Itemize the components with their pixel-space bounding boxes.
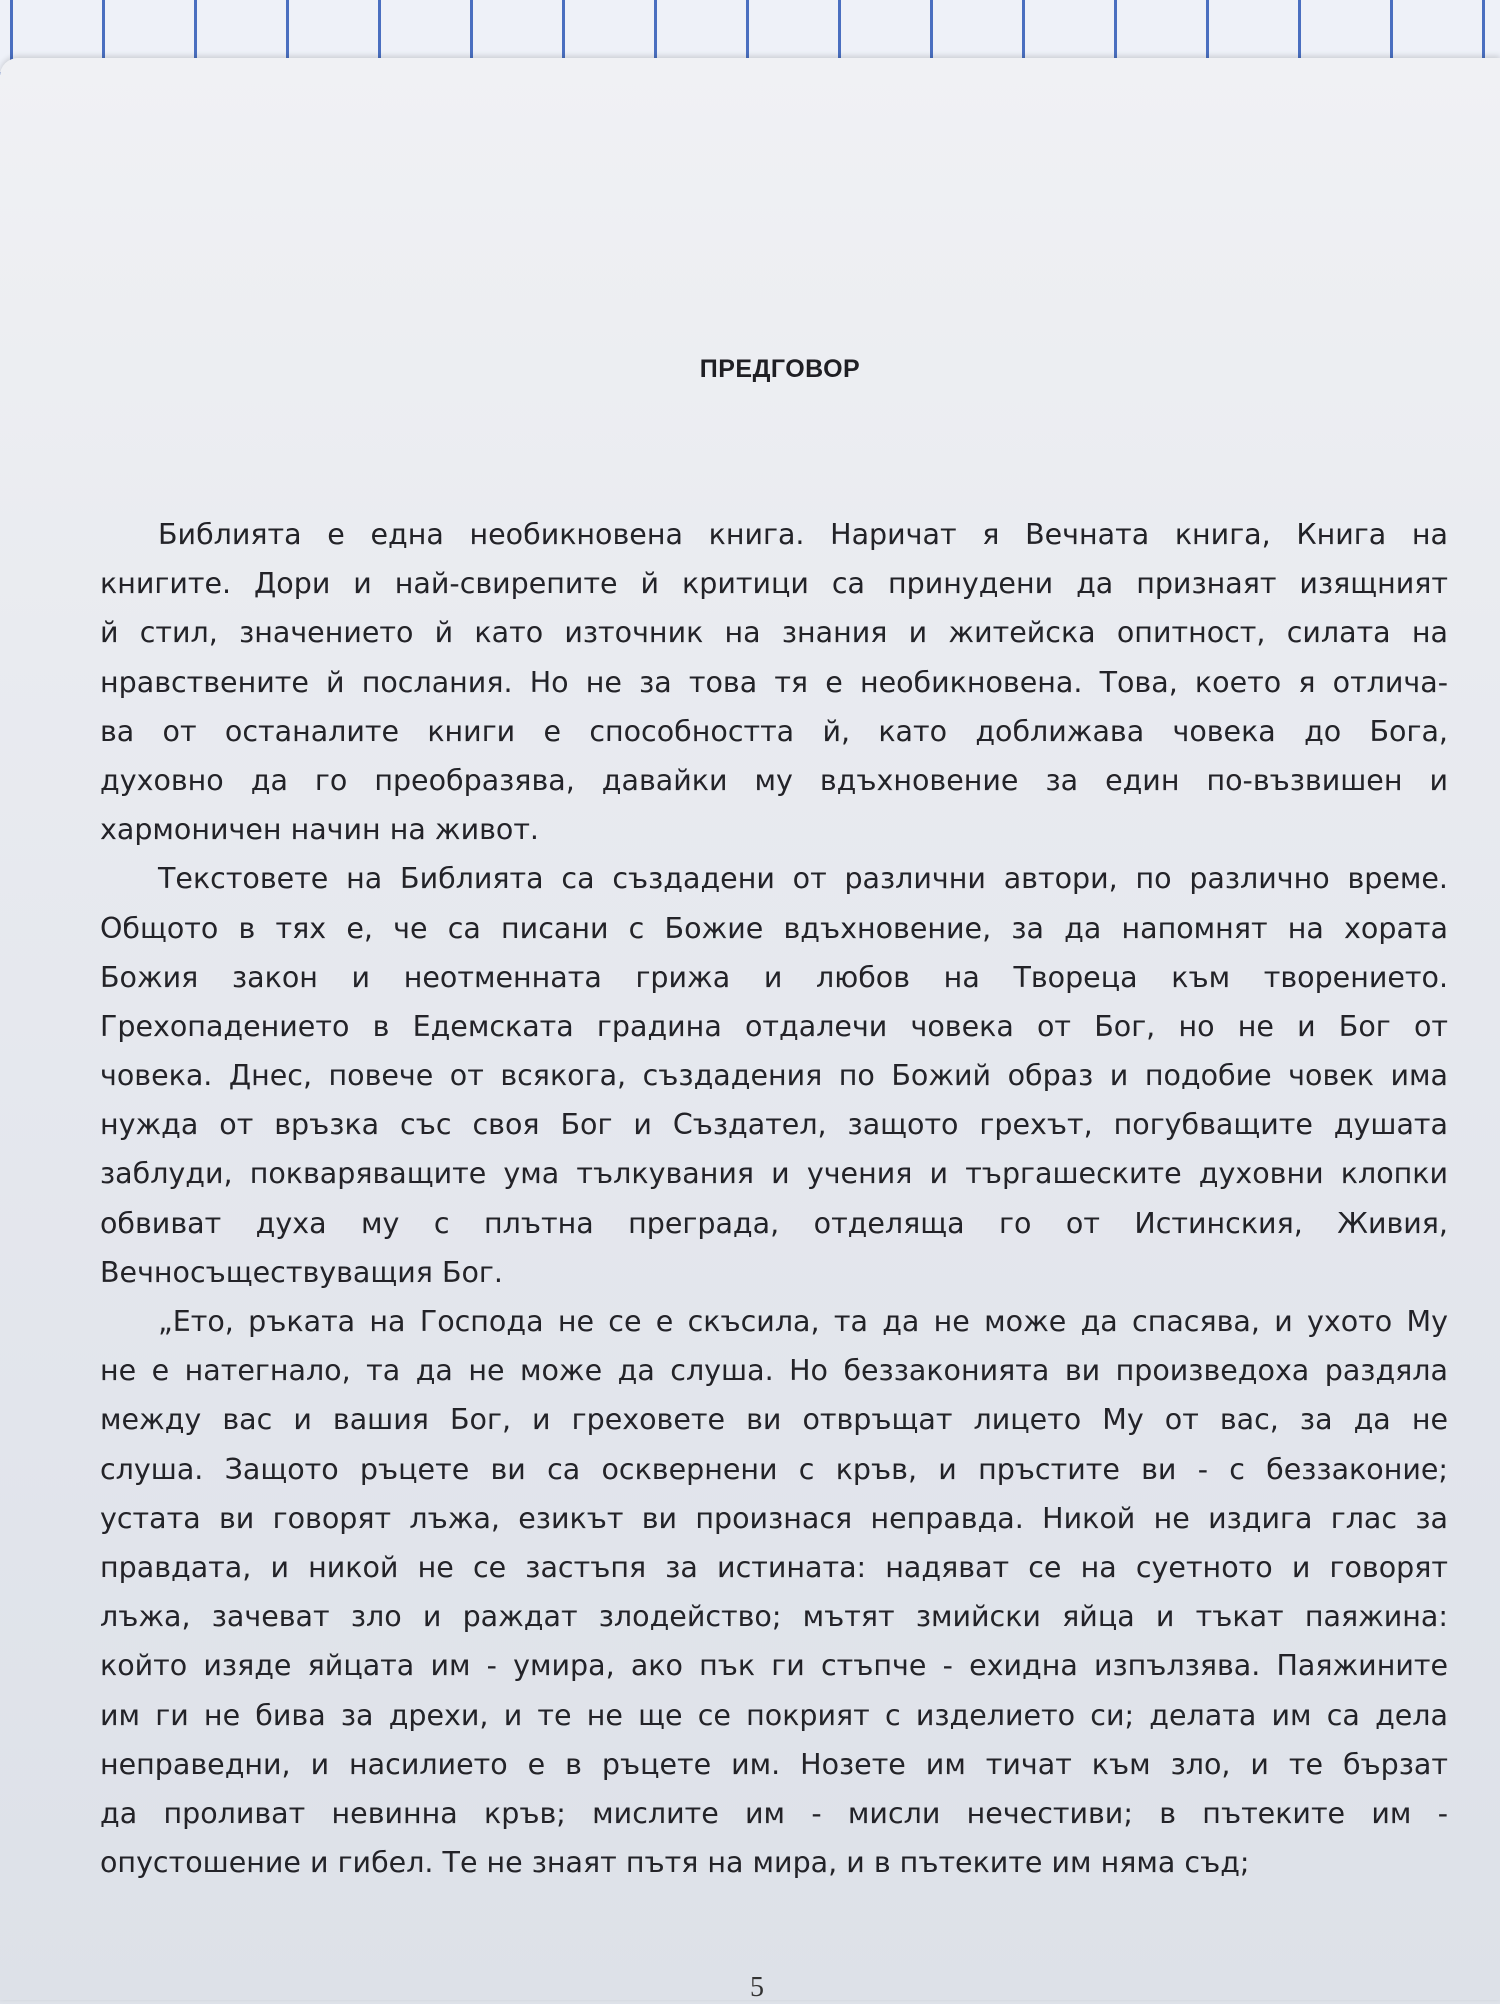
- text-line: лъжа, зачеват зло и раждат злодейство; мътят змийски яйца и тъкат паяжина:: [100, 1600, 1448, 1634]
- paragraph: [100, 854, 1448, 1297]
- text-line: обвиват духа му с плътна преграда, отделяща го от Истинския, Живия,: [100, 1206, 1448, 1240]
- text-line: Общото в тях е, че са писани с Божие вдъхновение, за да напомнят на хората: [100, 911, 1448, 945]
- text-line: хармоничен начин на живот.: [100, 813, 539, 847]
- text-line: човека. Днес, повече от всякога, създадения по Божий образ и подобие човек има: [100, 1059, 1448, 1093]
- page-body-text: [100, 510, 1448, 1887]
- text-line: Библията е една необикновена книга. Наричат я Вечната книга, Книга на: [158, 518, 1448, 551]
- text-line: правдата, и никой не се застъпя за истината: надяват се на суетното и говорят: [100, 1550, 1448, 1584]
- text-line: устата ви говорят лъжа, езикът ви произнася неправда. Никой не издига глас за: [100, 1501, 1448, 1535]
- text-line: нужда от връзка със своя Бог и Създател, защото грехът, погубващите душата: [100, 1108, 1448, 1142]
- text-line: неправедни, и насилието е в ръцете им. Нозете им тичат към зло, и те бързат: [100, 1747, 1448, 1781]
- text-line: духовно да го преобразява, давайки му вдъхновение за един по-възвишен и: [100, 763, 1448, 797]
- text-line: Грехопадението в Едемската градина отдалечи човека от Бог, но не и Бог от: [100, 1009, 1448, 1043]
- page-title: ПРЕДГОВОР: [699, 355, 861, 383]
- text-line: „Ето, ръката на Господа не се е скъсила, та да не може да спасява, и ухото Му: [158, 1305, 1448, 1338]
- text-line: книгите. Дори и най-свирепите й критици са принудени да признаят изящният: [100, 567, 1448, 601]
- text-line: слуша. Защото ръцете ви са осквернени с кръв, и пръстите ви - с беззаконие;: [100, 1452, 1448, 1486]
- text-line: й стил, значението й като източник на знания и житейска опитност, силата на: [100, 616, 1448, 650]
- text-line: заблуди, покваряващите ума тълкувания и учения и търгашеските духовни клопки: [100, 1157, 1448, 1191]
- text-line: Текстовете на Библията са създадени от различни автори, по различно време.: [158, 862, 1448, 896]
- page-number: 5: [750, 1972, 764, 2003]
- text-line: им ги не бива за дрехи, и те не ще се покрият с изделието си; делата им са дела: [100, 1698, 1448, 1732]
- text-line: Божия закон и неотменната грижа и любов на Твореца към творението.: [100, 960, 1448, 994]
- text-line: който изяде яйцата им - умира, ако пък ги стъпче - ехидна изпълзява. Паяжините: [100, 1649, 1448, 1683]
- text-line: опустошение и гибел. Те не знаят пътя на мира, и в пътеките им няма съд;: [100, 1846, 1250, 1880]
- text-line: да проливат невинна кръв; мислите им - мисли нечестиви; в пътеките им -: [100, 1796, 1448, 1830]
- text-line: Вечносъществуващия Бог.: [100, 1255, 503, 1289]
- paragraph: [100, 510, 1448, 854]
- text-line: не е натегнало, та да не може да слуша. Но беззаконията ви произведоха раздяла: [100, 1354, 1448, 1388]
- text-line: нравствените й послания. Но не за това тя е необикновена. Това, което я отлича-: [100, 665, 1448, 699]
- text-line: ва от останалите книги е способността й, като доближава човека до Бога,: [100, 714, 1448, 748]
- text-line: между вас и вашия Бог, и греховете ви отвръщат лицето Му от вас, за да не: [100, 1403, 1448, 1437]
- paragraph: [100, 1297, 1448, 1887]
